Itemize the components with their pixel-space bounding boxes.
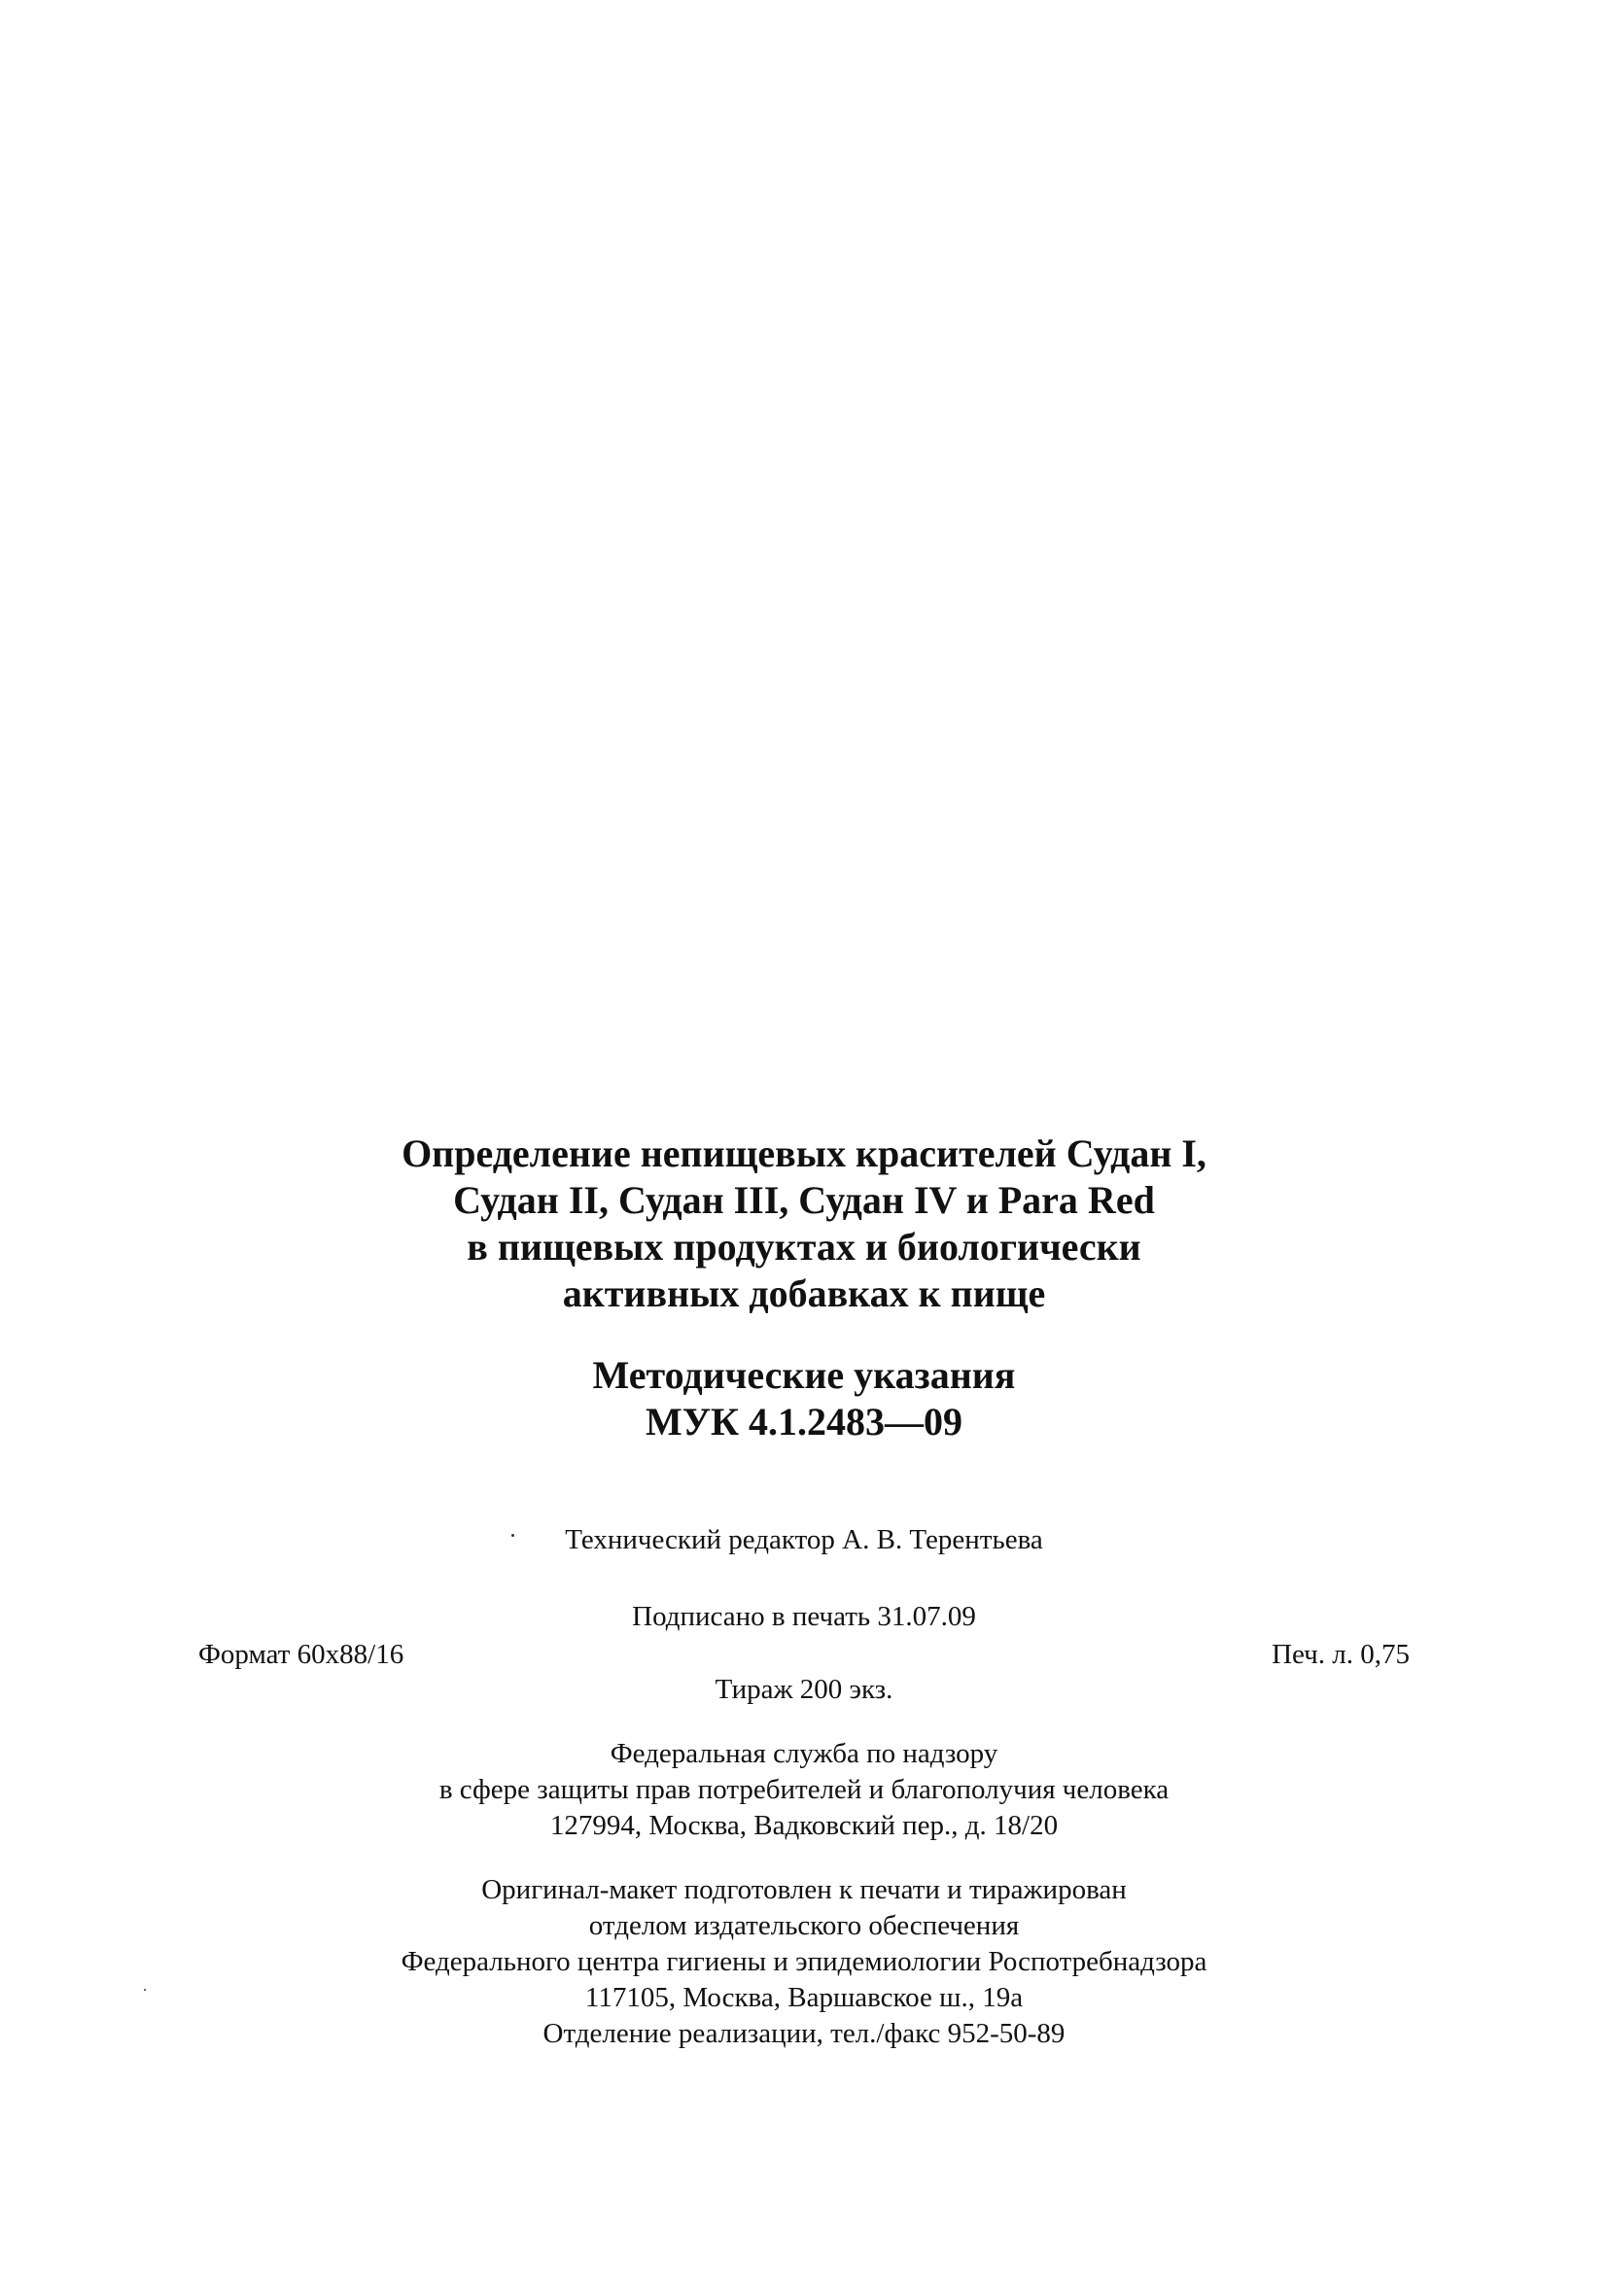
print-run: Тираж 200 экз.	[715, 1674, 893, 1705]
producer-block	[0, 1872, 1608, 2052]
signed-to-print: Подписано в печать 31.07.09	[632, 1601, 976, 1632]
producer-line: Федерального центра гигиены и эпидемиологии Роспотребнадзора	[401, 1946, 1207, 1977]
producer-line: отделом издательского обеспечения	[588, 1910, 1020, 1941]
producer-address: 117105, Москва, Варшавское ш., 19а	[584, 1982, 1024, 2013]
publisher-address: 127994, Москва, Вадковский пер., д. 18/20	[549, 1810, 1059, 1841]
publisher-line: в сфере защиты прав потребителей и благополучия человека	[438, 1774, 1170, 1805]
document-type	[0, 1352, 1608, 1445]
scan-speck	[144, 1989, 146, 1991]
title-line: Определение непищевых красителей Судан I,	[402, 1131, 1206, 1175]
publisher-line: Федеральная служба по надзору	[610, 1738, 998, 1769]
sales-contact: Отделение реализации, тел./факс 952-50-89	[542, 2018, 1066, 2049]
doc-number: МУК 4.1.2483—09	[645, 1400, 963, 1444]
title-line: в пищевых продуктах и биологически	[467, 1225, 1141, 1269]
publisher-block	[0, 1736, 1608, 1844]
producer-line: Оригинал-макет подготовлен к печати и тиражирован	[481, 1874, 1127, 1905]
title-line: Судан II, Судан III, Судан IV и Para Red	[453, 1178, 1155, 1222]
title-line: активных добавках к пище	[562, 1271, 1046, 1315]
paper-format: Формат 60x88/16	[198, 1639, 404, 1670]
printed-sheets: Печ. л. 0,75	[1272, 1639, 1410, 1670]
document-title	[0, 1131, 1608, 1317]
doc-type-label: Методические указания	[592, 1353, 1016, 1397]
technical-editor: Технический редактор А. В. Терентьева	[565, 1524, 1043, 1555]
